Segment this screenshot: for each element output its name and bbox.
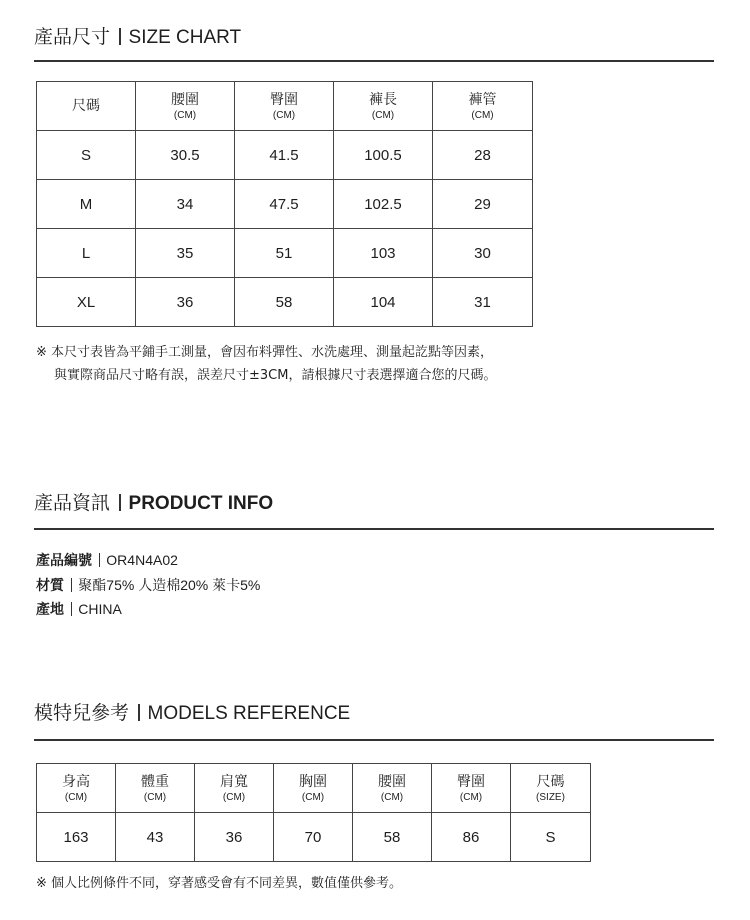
info-row-product-code xyxy=(36,549,260,574)
size-chart-table xyxy=(36,81,533,327)
product-info-title-zh: 產品資訊 xyxy=(34,492,111,514)
info-row-origin xyxy=(36,598,260,623)
info-key: 產地 xyxy=(36,602,64,618)
model-header-height: 身高 (CM) xyxy=(37,764,116,813)
size-cell: L xyxy=(37,229,136,278)
model-shoulder-cell: 36 xyxy=(195,813,274,862)
size-header-waist: 腰圍 (CM) xyxy=(136,82,235,131)
model-header-hip: 臀圍 (CM) xyxy=(432,764,511,813)
waist-cell: 30.5 xyxy=(136,131,235,180)
models-reference-title-en: MODELS REFERENCE xyxy=(147,703,351,724)
model-header-shoulder: 肩寬 (CM) xyxy=(195,764,274,813)
table-row xyxy=(37,180,533,229)
info-value: OR4N4A02 xyxy=(106,552,178,568)
model-height-cell: 163 xyxy=(37,813,116,862)
info-key: 產品編號 xyxy=(36,553,92,569)
size-chart-title-en: SIZE CHART xyxy=(128,27,242,48)
leg-opening-cell: 28 xyxy=(433,131,533,180)
size-header-size: 尺碼 xyxy=(37,82,136,131)
model-hip-cell: 86 xyxy=(432,813,511,862)
leg-opening-cell: 29 xyxy=(433,180,533,229)
model-chest-cell: 70 xyxy=(274,813,353,862)
info-value: CHINA xyxy=(78,601,122,617)
models-reference-title xyxy=(34,701,350,726)
table-row xyxy=(37,229,533,278)
product-info-divider xyxy=(34,528,714,530)
models-reference-note: ※ 個人比例條件不同，穿著感受會有不同差異，數值僅供參考。 xyxy=(36,876,403,891)
product-info-title xyxy=(34,491,273,516)
title-separator xyxy=(119,28,121,45)
hip-cell: 51 xyxy=(235,229,334,278)
size-chart-title-zh: 產品尺寸 xyxy=(34,26,111,48)
model-size-cell: S xyxy=(511,813,591,862)
hip-cell: 47.5 xyxy=(235,180,334,229)
waist-cell: 36 xyxy=(136,278,235,327)
size-cell: XL xyxy=(37,278,136,327)
leg-opening-cell: 31 xyxy=(433,278,533,327)
table-row xyxy=(37,278,533,327)
hip-cell: 58 xyxy=(235,278,334,327)
length-cell: 102.5 xyxy=(334,180,433,229)
models-reference-table xyxy=(36,763,591,862)
size-chart-divider xyxy=(34,60,714,62)
size-header-length: 褲長 (CM) xyxy=(334,82,433,131)
length-cell: 103 xyxy=(334,229,433,278)
size-header-hip: 臀圍 (CM) xyxy=(235,82,334,131)
product-info-list xyxy=(36,549,260,623)
product-info-title-en: PRODUCT INFO xyxy=(128,493,274,514)
model-weight-cell: 43 xyxy=(116,813,195,862)
model-header-weight: 體重 (CM) xyxy=(116,764,195,813)
size-chart-title xyxy=(34,25,241,50)
info-key: 材質 xyxy=(36,577,64,594)
leg-opening-cell: 30 xyxy=(433,229,533,278)
hip-cell: 41.5 xyxy=(235,131,334,180)
size-table-header-row xyxy=(37,82,533,131)
length-cell: 100.5 xyxy=(334,131,433,180)
size-cell: S xyxy=(37,131,136,180)
model-table-header-row xyxy=(37,764,591,813)
length-cell: 104 xyxy=(334,278,433,327)
size-header-leg-opening: 褲管 (CM) xyxy=(433,82,533,131)
model-header-size: 尺碼 (SIZE) xyxy=(511,764,591,813)
size-note-line-2: 與實際商品尺寸略有誤，誤差尺寸±3CM，請根據尺寸表選擇適合您的尺碼。 xyxy=(54,368,497,383)
waist-cell: 34 xyxy=(136,180,235,229)
table-row xyxy=(37,131,533,180)
model-header-chest: 胸圍 (CM) xyxy=(274,764,353,813)
waist-cell: 35 xyxy=(136,229,235,278)
size-cell: M xyxy=(37,180,136,229)
model-header-waist: 腰圍 (CM) xyxy=(353,764,432,813)
table-row xyxy=(37,813,591,862)
size-note-line-1: ※ 本尺寸表皆為平鋪手工測量，會因布料彈性、水洗處理、測量起訖點等因素， xyxy=(36,345,494,360)
model-waist-cell: 58 xyxy=(353,813,432,862)
models-reference-title-zh: 模特兒參考 xyxy=(34,702,130,724)
info-value: 聚酯75% 人造棉20% 萊卡5% xyxy=(78,576,261,593)
size-chart-note xyxy=(36,341,496,387)
title-separator xyxy=(119,494,121,511)
models-reference-divider xyxy=(34,739,714,741)
info-row-material xyxy=(36,574,260,599)
title-separator xyxy=(138,704,140,721)
